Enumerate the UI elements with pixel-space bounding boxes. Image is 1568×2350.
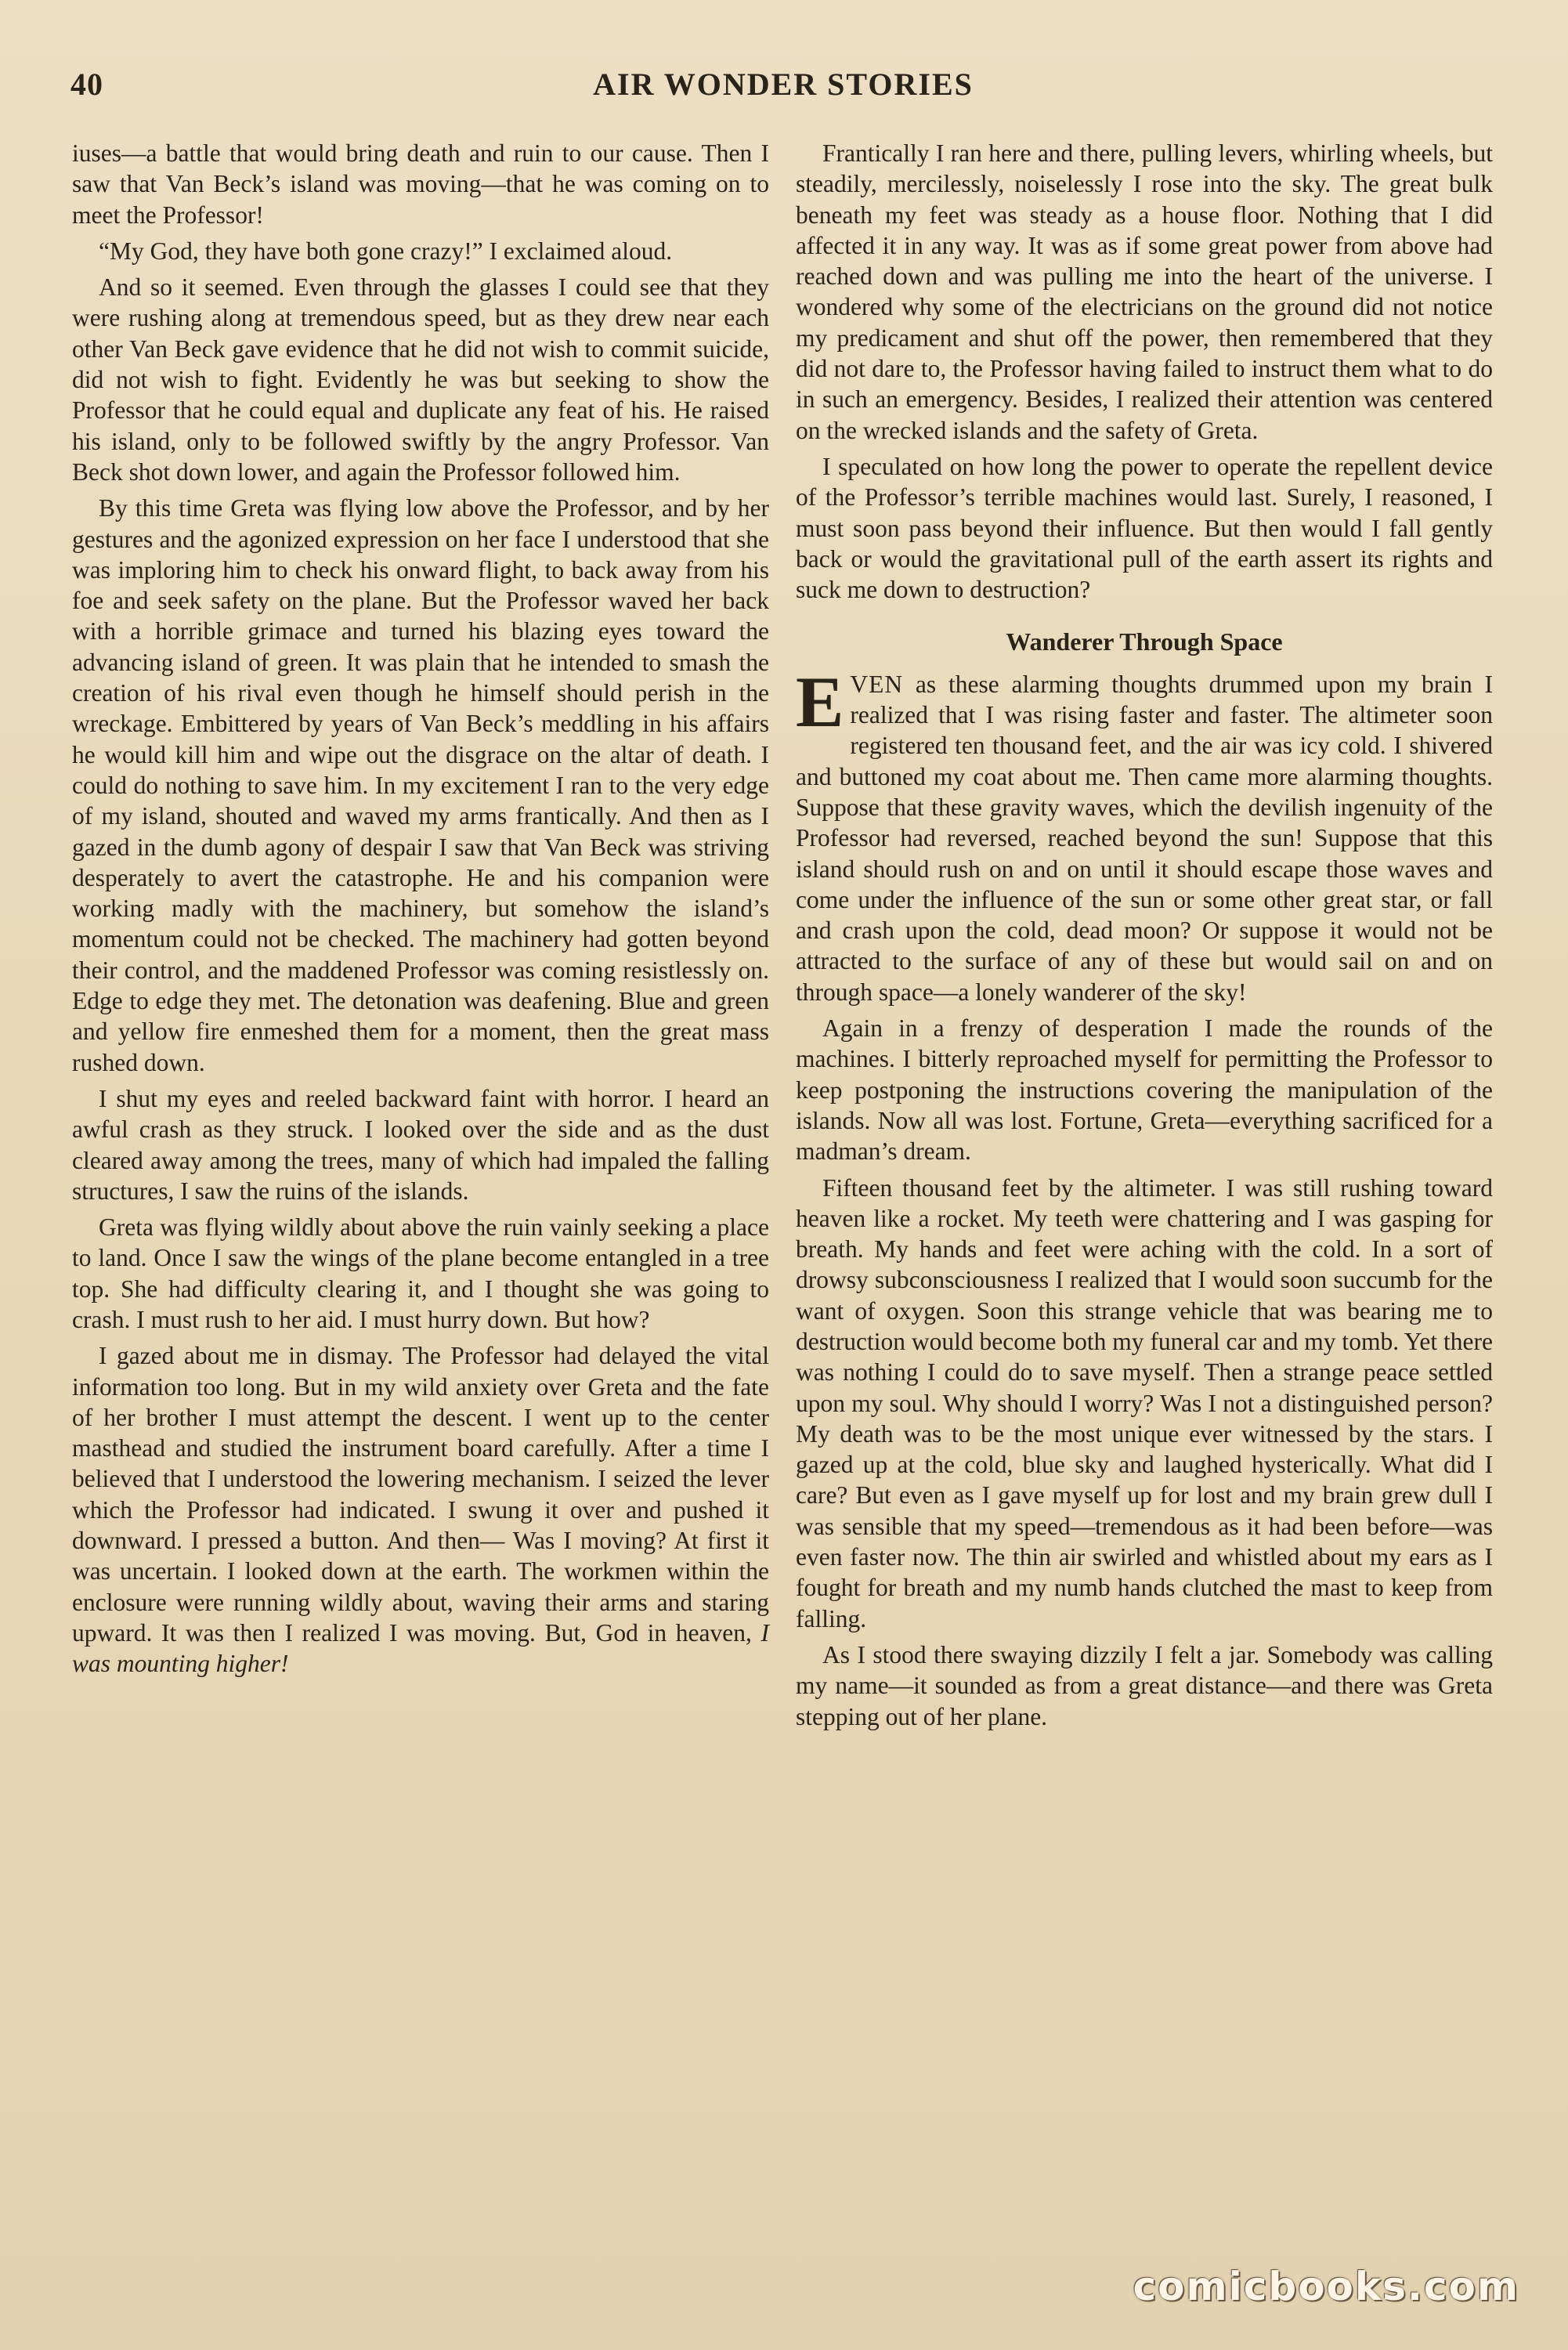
drop-cap: E [796,661,844,742]
small-caps-text: VEN [850,670,904,698]
running-title: AIR WONDER STORIES [593,67,974,102]
section-heading: Wanderer Through Space [1006,627,1283,656]
paragraph: I speculated on how long the power to operate the repellent device of the Professor’s terrible machines would last. Surely, I reasoned, I must soon pass beyond their influence. But then would I fall gently back or would the gravitational pull of the earth assert its rights and suck me down to destruction? [796,452,1493,604]
paragraph: “My God, they have both gone crazy!” I exclaimed aloud. [99,237,673,265]
paragraph: I shut my eyes and reeled backward faint with horror. I heard an awful crash as they struck. I looked over the side and as the dust cleared away among the trees, many of which had impaled the falling structures, I saw the ruins of the islands. [72,1084,769,1205]
emphasis-text: I was mounting higher! [72,1618,769,1678]
paragraph: And so it seemed. Even through the glasses I could see that they were rushing along at tremendous speed, but as they drew near each other Van Beck gave evidence that he did not wish to commit suicide, did not wish to fight. Evidently he was but seeking to show the Professor that he could equal and duplicate any feat of his. He raised his island, only to be followed swiftly by the angry Professor. Van Beck shot down lower, and again the Professor followed him. [72,273,769,486]
paragraph: Greta was flying wildly about above the ruin vainly seeking a place to land. Once I saw the wings of the plane become entangled in a tree top. She had difficulty clearing it, and I thought she was going to crash. I must rush to her aid. I must hurry down. But how? [72,1213,769,1333]
paragraph: By this time Greta was flying low above the Professor, and by her gestures and the agonized expression on her face I understood that she was imploring him to check his onward flight, to back away from his foe and seek safety on the plane. But the Professor waved her back with a horrible grimace and turned his blazing eyes toward the advancing island of green. It was plain that he intended to smash the creation of his rival even though he himself should perish in the wreckage. Embittered by years of Van Beck’s meddling in his affairs he would kill him and wipe out the disgrace on the altar of death. I could do nothing to save him. In my excitement I ran to the very edge of my island, shouted and waved my arms frantically. And then as I gazed in the dumb agony of despair I saw that Van Beck was striving desperately to avert the catastrophe. He and his companion were working madly with the machinery, but somehow the island’s momentum could not be checked. The machinery had gotten beyond their control, and the maddened Professor was coming resistlessly on. Edge to edge they met. The detonation was deafening. Blue and green and yellow fire enmeshed them for a moment, then the great mass rushed down. [72,494,769,1076]
paragraph-text: as these alarming thoughts drummed upon my brain I realized that I was rising faster and faster. The altimeter soon registered ten thousand feet, and the air was icy cold. I shivered and buttoned my coat about me. Then came more alarming thoughts. Suppose that these gravity waves, which the devilish ingenuity of the Professor had reversed, reached beyond the sun! Suppose that this island should rush on and on until it should escape those waves and come under the influence of the sun or some other great star, or fall and crash upon the cold, dead moon? Or suppose it would not be attracted to the surface of any of these but would sail on and on through space—a lonely wanderer of the sky! [796,670,1493,1006]
page-number: 40 [70,67,103,102]
left-column [72,138,769,1685]
paragraph: iuses—a battle that would bring death and ruin to our cause. Then I saw that Van Beck’s island was moving—that he was coming on to meet the Professor! [72,139,769,229]
paragraph: Frantically I ran here and there, pulling levers, whirling wheels, but steadily, mercilessly, noiselessly I rose into the sky. The great bulk beneath my feet was steady as a house floor. Nothing that I did affected it in any way. It was as if some great power from above had reached down and was pulling me into the heart of the universe. I wondered why some of the electricians on the ground did not notice my predicament and shut off the power, then remembered that they did not dare to, the Professor having failed to instruct them what to do in such an emergency. Besides, I realized their attention was centered on the wrecked islands and the safety of Greta. [796,139,1493,444]
paragraph: Again in a frenzy of desperation I made the rounds of the machines. I bitterly reproached myself for permitting the Professor to keep postponing the instructions covering the manipulation of the islands. Now all was lost. Fortune, Greta—everything sacrificed for a madman’s dream. [796,1014,1493,1166]
paragraph-final [72,1340,769,1679]
dropcap-paragraph [796,661,1493,1007]
right-column [796,138,1493,1737]
page-header [70,66,1496,113]
watermark-logo: comicbooks.com [1133,2264,1519,2309]
paragraph: As I stood there swaying dizzily I felt a jar. Somebody was calling my name—it sounded as from a great distance—and there was Greta stepping out of her plane. [796,1640,1493,1730]
paragraph: Fifteen thousand feet by the altimeter. I was still rushing toward heaven like a rocket. My teeth were chattering and I was gasping for breath. My hands and feet were aching with the cold. In a sort of drowsy subconsciousness I realized that I would soon succumb for the want of oxygen. Soon this strange vehicle that was bearing me to destruction would become both my funeral car and my tomb. Yet there was nothing I could do to save myself. Then a strange peace settled upon my soul. Why should I worry? Was I not a distinguished person? My death was to be the most unique ever witnessed by the stars. I gazed up at the cold, blue sky and laughed hysterically. What did I care? But even as I gave myself up for lost and my brain grew dull I was sensible that my speed—tremendous as it had been before—was even faster now. The thin air swirled and whistled about my ears as I fought for breath and my numb hands clutched the mast to keep from falling. [796,1173,1493,1632]
paragraph-text: I gazed about me in dismay. The Professor had delayed the vital information too long. But in my wild anxiety over Greta and the fate of her brother I must attempt the descent. I went up to the center masthead and studied the instrument board carefully. After a time I believed that I understood the lowering mechanism. I seized the lever which the Professor had indicated. I swung it over and pushed it downward. I pressed a button. And then— Was I moving? At first it was uncertain. I looked down at the earth. The workmen within the enclosure were running wildly about, waving their arms and staring upward. It was then I realized I was moving. But, God in heaven, [72,1342,769,1647]
